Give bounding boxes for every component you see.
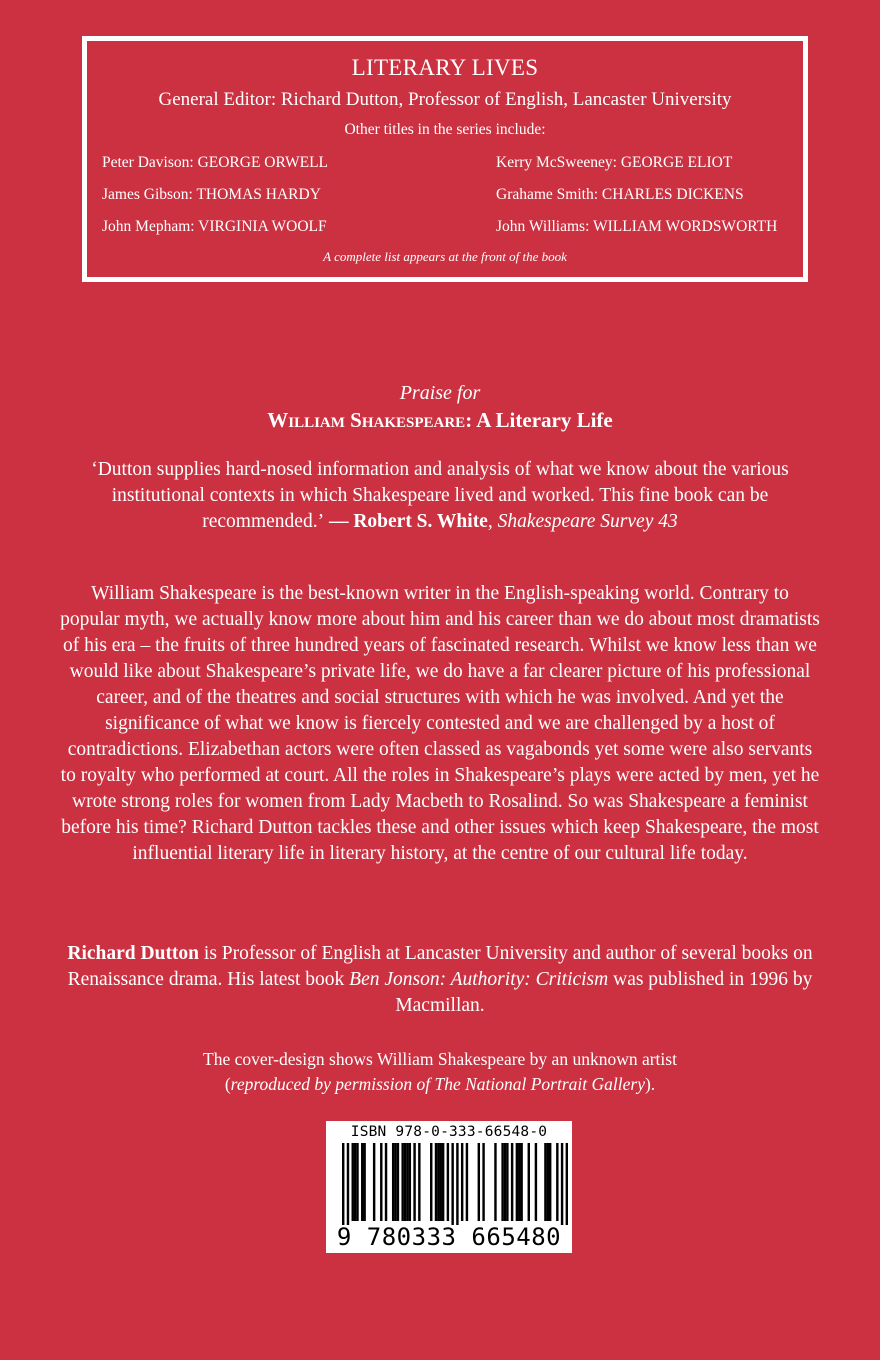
series-title-item [102,218,327,236]
review-quote [60,457,820,535]
series-box [82,36,808,282]
barcode-bar [409,1143,411,1221]
barcode-bar [380,1143,382,1221]
title-author: Peter Davison: [102,154,194,171]
quote-sep: , [487,511,498,532]
series-title-item [102,154,328,172]
barcode-bar [566,1143,568,1225]
praise-book-title [0,408,880,433]
title-subject: CHARLES DICKENS [601,186,744,203]
series-editor: General Editor: Richard Dutton, Professor of English, Lancaster University [158,89,732,110]
series-other-titles-label: Other titles in the series include: [344,121,546,138]
barcode-bar [494,1143,496,1221]
quote-reviewer: Robert S. White [353,511,488,532]
cover-credit-line2 [60,1072,820,1097]
barcode-bar [506,1143,508,1221]
barcode-bar [501,1143,503,1221]
barcode-bar [556,1143,558,1221]
barcode-bar [482,1143,484,1221]
barcode-bar [440,1143,442,1221]
barcode-bar [516,1143,518,1221]
isbn-label: ISBN 978-0-333-66548-0 [350,1124,548,1140]
cover-credit-line1: The cover-design shows William Shakespeare by an unknown artist [203,1049,677,1069]
barcode-bar [456,1143,458,1225]
barcode-bar [461,1143,463,1221]
barcode-bar [356,1143,358,1221]
barcode-bar [549,1143,551,1221]
barcode-bar [442,1143,444,1221]
book-blurb: William Shakespeare is the best-known writer in the English-speaking world. Contrary to popular myth, we actually know more about him and his career than we do about most dramatists of his era – the fruits of three hundred years of fascinated research. Whilst we know less than we would like about Shakespeare’s private life, we do have a far clearer picture of his professional career, and of the theatres and social structures with which he was involved. And yet the significance of what we know is fiercely contested and we are challenged by a host of contradictions. Elizabethan actors were often classed as vagabonds yet some were also servants to royalty who performed at court. All the roles in Shakespeare’s plays were acted by men, yet he wrote strong roles for women from Lady Macbeth to Rosalind. So was Shakespeare a feminist before his time? Richard Dutton tackles these and other issues which keep Shakespeare, the most influential literary life in literary history, at the centre of our cultural life today. [60,583,820,864]
barcode-bar [413,1143,415,1221]
author-name: Richard Dutton [67,943,200,964]
cover-credit [60,1047,820,1097]
barcode-bar [354,1143,356,1221]
praise-intro: Praise for [399,382,481,404]
series-title: LITERARY LIVES [351,55,539,80]
barcode-bar [430,1143,432,1221]
barcode-bar [361,1143,363,1221]
quote-dash: — [324,511,354,532]
barcode-bar [385,1143,387,1221]
title-author: Kerry McSweeney: [496,154,617,171]
book-title-rest: : A Literary Life [465,408,613,432]
barcode-bar [435,1143,437,1221]
barcode-bar [363,1143,365,1221]
title-subject: VIRGINIA WOOLF [198,218,327,235]
barcode-bar [392,1143,394,1221]
barcode-bar [518,1143,520,1221]
barcode-bar [478,1143,480,1221]
barcode-bar [466,1143,468,1221]
credit-close: ). [644,1074,656,1094]
series-title-item [496,154,732,172]
title-author: John Williams: [496,218,590,235]
barcode-bar [547,1143,549,1221]
barcode-bar [511,1143,513,1221]
barcode-bar [418,1143,420,1221]
barcode-bar [404,1143,406,1221]
barcode-bar [352,1143,354,1221]
title-author: James Gibson: [102,186,193,203]
barcode-bar [342,1143,344,1225]
barcode-bar [535,1143,537,1221]
series-footnote: A complete list appears at the front of the book [323,249,567,264]
barcode-bar [397,1143,399,1221]
series-title-item [496,186,744,204]
credit-open: ( [224,1074,231,1094]
title-author: Grahame Smith: [496,186,599,203]
barcode-bar [561,1143,563,1225]
author-bio [60,941,820,1019]
series-title-item [102,186,321,204]
title-author: John Mepham: [102,218,195,235]
title-subject: WILLIAM WORDSWORTH [593,218,778,235]
barcode-bar [520,1143,522,1221]
author-bio-text1: is Professor of English at Lancaster University and author of several books on Renaissance drama. His latest book [67,943,813,990]
barcode-bar [528,1143,530,1221]
barcode-bar [447,1143,449,1221]
barcode-bar [401,1143,403,1221]
barcode-bar [406,1143,408,1221]
quote-text: ‘Dutton supplies hard-nosed information and analysis of what we know about the various institutional contexts in which Shakespeare lived and worked. This fine book can be recommended.’ [91,459,789,532]
series-title-item [496,218,777,236]
book-title-name: William Shakespeare [267,408,466,432]
barcode-bars [330,1143,568,1225]
barcode-bar [544,1143,546,1221]
credit-permission: reproduced by permission of The National Portrait Gallery [230,1074,645,1094]
ean-digits: 9 780333 665480 [336,1223,562,1251]
title-subject: GEORGE ELIOT [620,154,733,171]
barcode-bar [504,1143,506,1221]
barcode [326,1121,572,1253]
barcode-bar [437,1143,439,1221]
quote-source: Shakespeare Survey 43 [497,511,678,532]
barcode-bar [373,1143,375,1221]
barcode-bar [347,1143,349,1225]
title-subject: GEORGE ORWELL [197,154,329,171]
author-bio-text2: was published in 1996 by Macmillan. [395,969,813,1016]
barcode-bar [451,1143,453,1225]
author-bio-book: Ben Jonson: Authority: Criticism [349,969,609,990]
barcode-bar [394,1143,396,1221]
title-subject: THOMAS HARDY [196,186,321,203]
